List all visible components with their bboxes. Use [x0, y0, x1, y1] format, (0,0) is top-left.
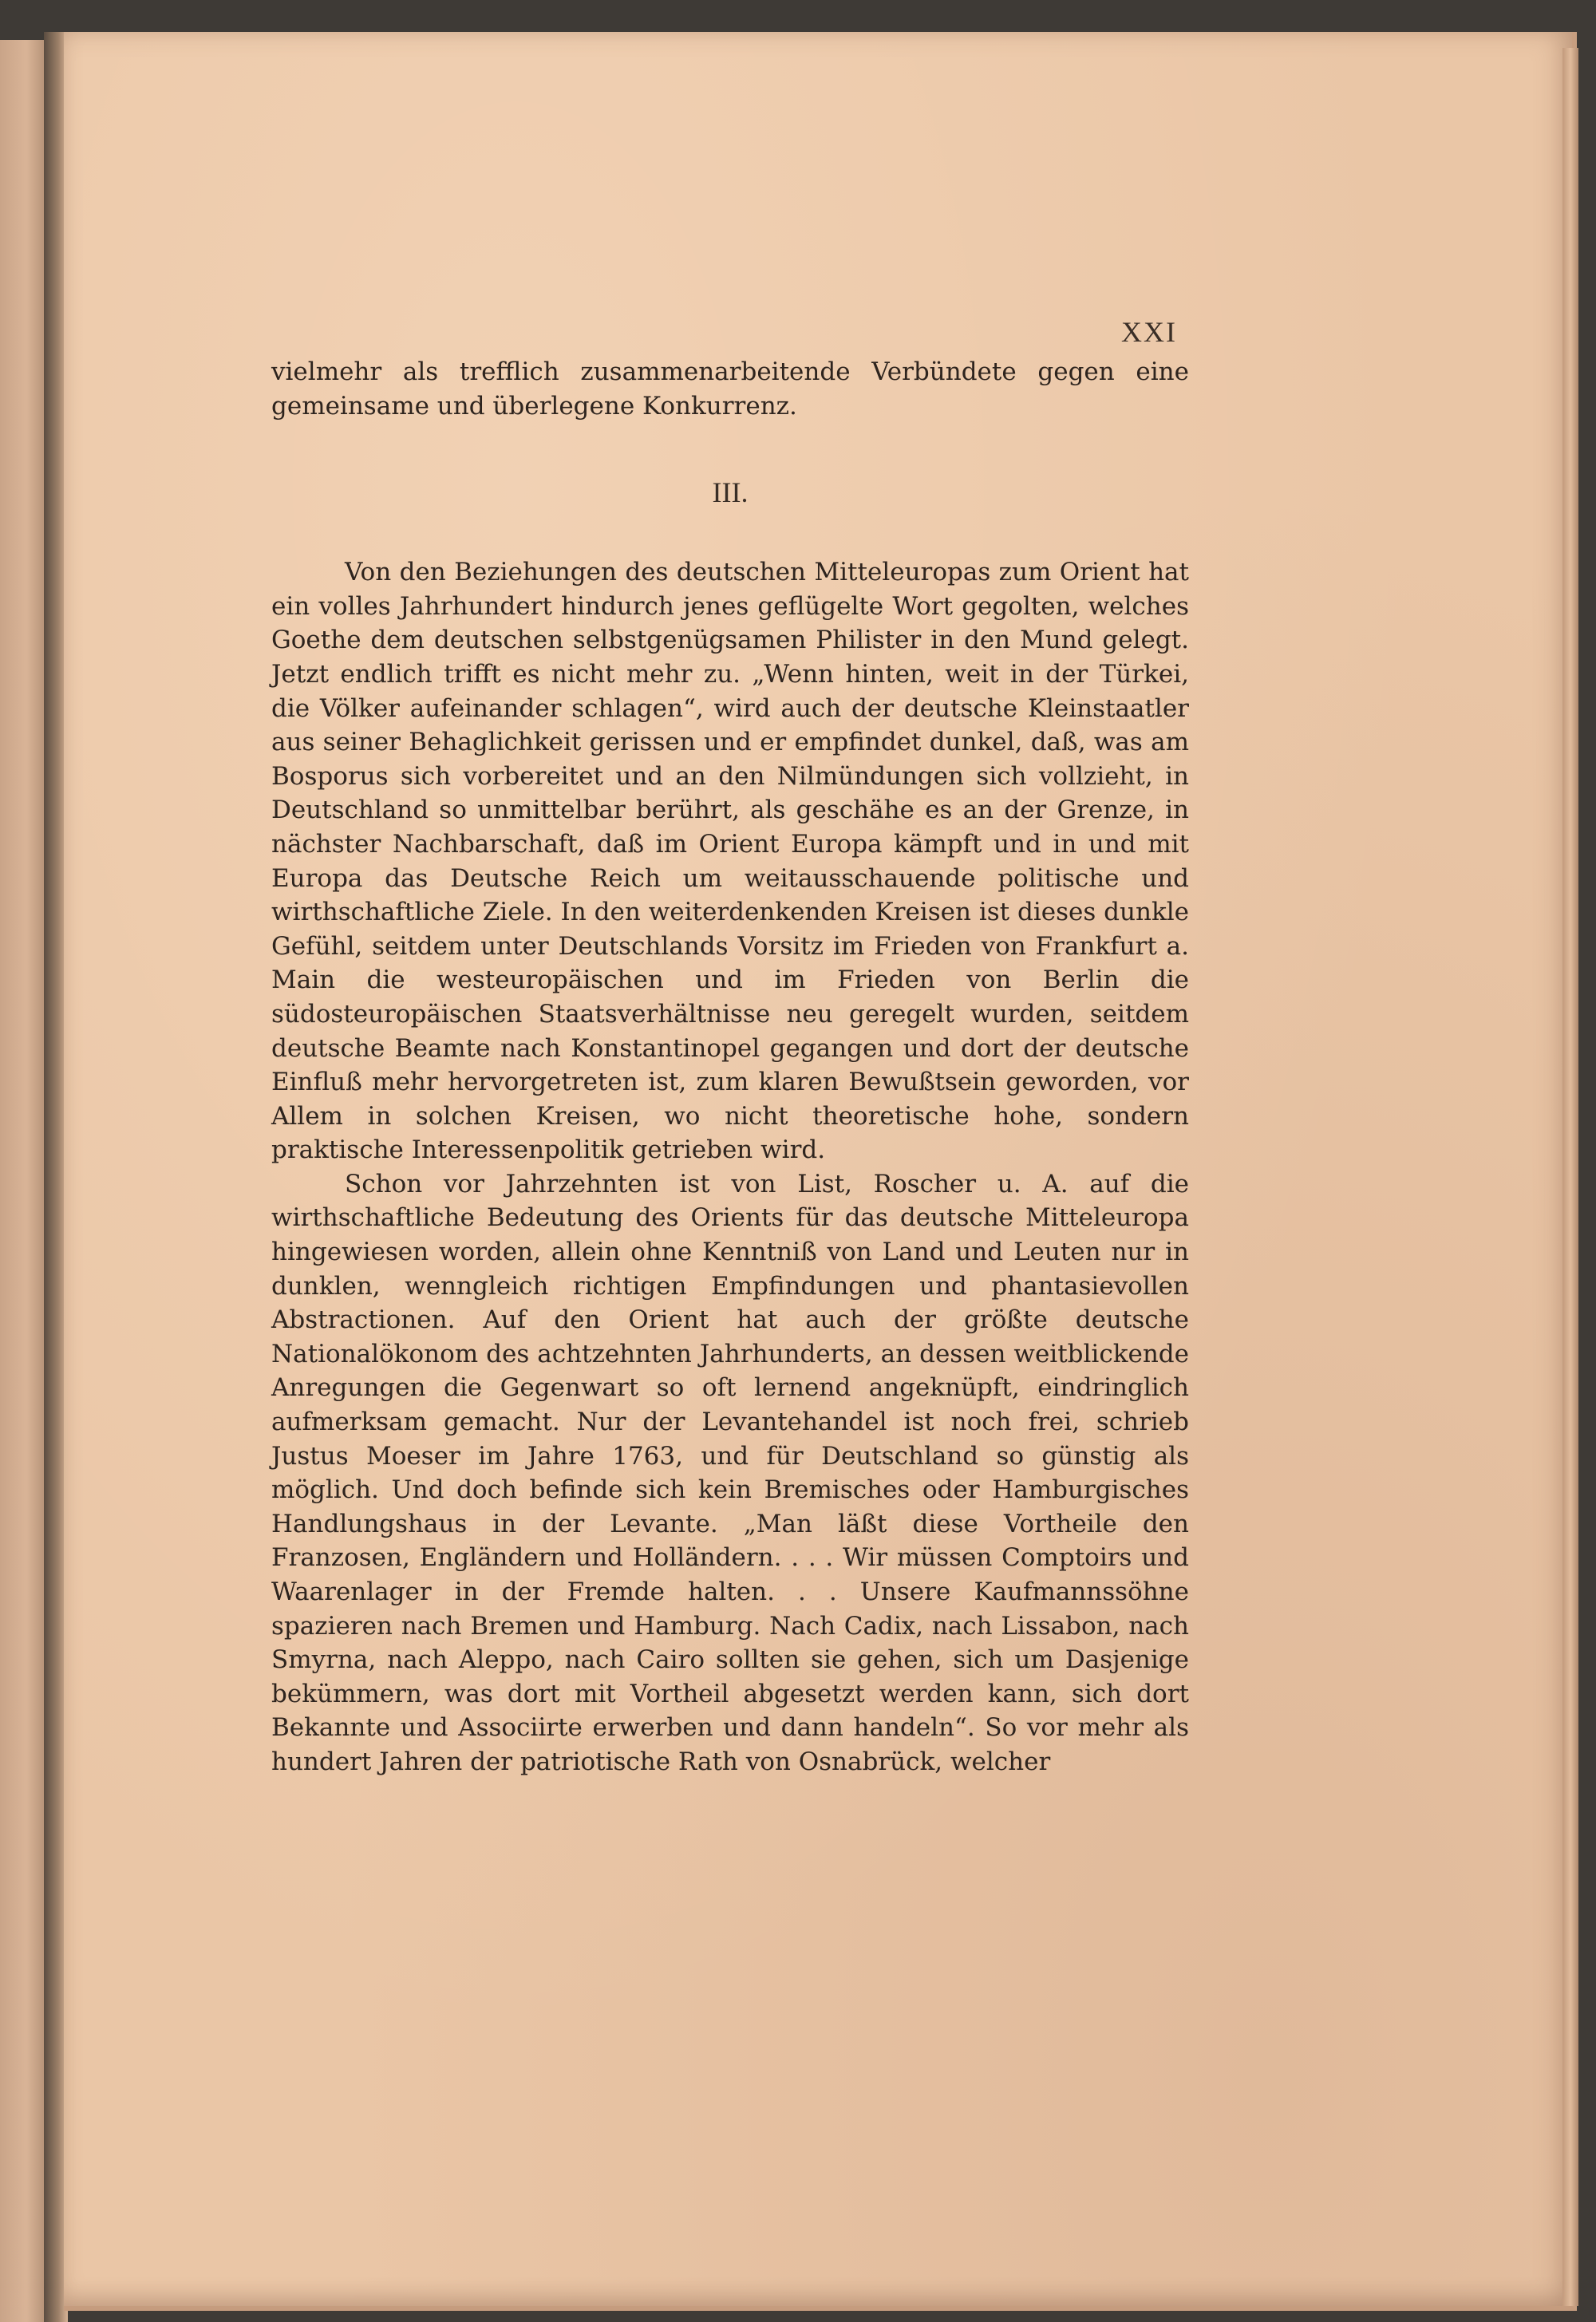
- page-text-block: [271, 315, 1189, 1779]
- page-edge-stack: [1562, 48, 1578, 2306]
- body-paragraph: Schon vor Jahrzehnten ist von List, Roscher u. A. auf die wirthschaftliche Bedeutung des Orients für das deutsche Mitteleuropa hingewiesen worden, allein ohne Kenntniß von Land und Leuten nur in dunklen, wenngleich richtigen Empfindungen und phantasievollen Abstractionen. Auf den Orient hat auch der größte deutsche Nationalökonom des achtzehnten Jahrhunderts, an dessen weitblickende Anregungen die Gegenwart so oft lernend angeknüpft, eindringlich aufmerksam gemacht. Nur der Levantehandel ist noch frei, schrieb Justus Moeser im Jahre 1763, und für Deutschland so günstig als möglich. Und doch befinde sich kein Bremisches oder Hamburgisches Handlungshaus in der Levante. „Man läßt diese Vortheile den Franzosen, Engländern und Holländern. . . . Wir müssen Comptoirs und Waarenlager in der Fremde halten. . . Unsere Kaufmannssöhne spazieren nach Bremen und Hamburg. Nach Cadix, nach Lissabon, nach Smyrna, nach Aleppo, nach Cairo sollten sie gehen, sich um Dasjenige bekümmern, was dort mit Vortheil abgesetzt werden kann, sich dort Bekannte und Associirte erwerben und dann handeln“. So vor mehr als hundert Jahren der patriotische Rath von Osnabrück, welcher: [271, 1169, 1189, 1776]
- page-number: XXI: [1121, 316, 1177, 348]
- lead-paragraph: vielmehr als trefflich zusammenarbeitende Verbündete gegen eine gemeinsame und überlegene Konkurrenz.: [271, 357, 1189, 421]
- body-paragraph: Von den Beziehungen des deutschen Mitteleuropas zum Orient hat ein volles Jahrhundert hindurch jenes geflügelte Wort gegolten, welches Goethe dem deutschen selbstgenügsamen Philister in den Mund gelegt. Jetzt endlich trifft es nicht mehr zu. „Wenn hinten, weit in der Türkei, die Völker aufeinander schlagen“, wird auch der deutsche Kleinstaatler aus seiner Behaglichkeit gerissen und er empfindet dunkel, daß, was am Bosporus sich vorbereitet und an den Nilmündungen sich vollzieht, in Deutschland so unmittelbar berührt, als geschähe es an der Grenze, in nächster Nachbarschaft, daß im Orient Europa kämpft und in und mit Europa das Deutsche Reich um weitausschauende politische und wirthschaftliche Ziele. In den weiterdenkenden Kreisen ist dieses dunkle Gefühl, seitdem unter Deutschlands Vorsitz im Frieden von Frankfurt a. Main die westeuropäischen und im Frieden von Berlin die südosteuropäischen Staatsverhältnisse neu geregelt wurden, seitdem deutsche Beamte nach Konstantinopel gegangen und dort der deutsche Einfluß mehr hervorgetreten ist, zum klaren Bewußtsein geworden, vor Allem in solchen Kreisen, wo nicht theoretische hohe, sondern praktische Interessenpolitik getrieben wird.: [271, 558, 1189, 1165]
- left-page-edge: [0, 40, 46, 2322]
- section-heading: III.: [712, 476, 749, 509]
